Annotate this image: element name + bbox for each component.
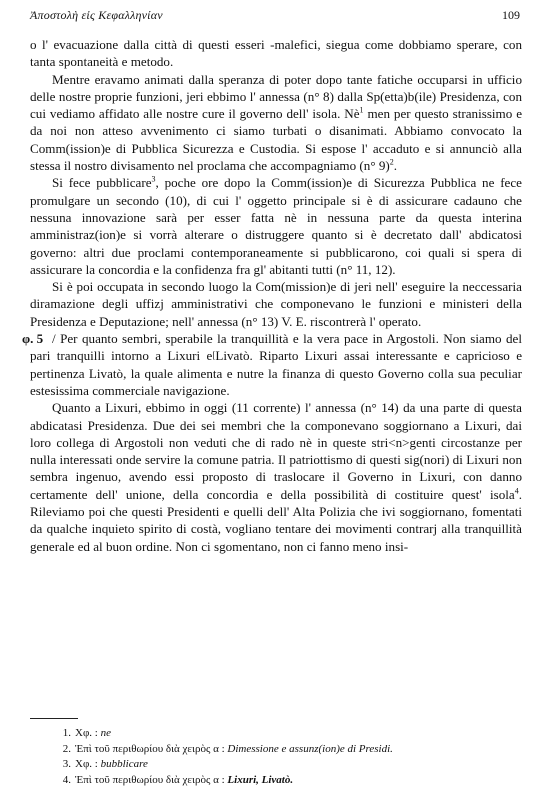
running-header bbox=[30, 8, 520, 26]
footnote-2 bbox=[55, 742, 525, 758]
footnote-text: bubblicare bbox=[100, 758, 148, 770]
paragraph-text: Si fece pubblicare bbox=[52, 175, 152, 191]
paragraph-text: Livatò. Riparto Lixuri assai interessante e capricioso e pertinenza Livatò, la quale alimenta e nutre la finanza di questo Governo colla sua peculiar estesissima commerciale navigazione. bbox=[30, 348, 523, 398]
header-title: Ἀποστολὴ εἰς Κεφαλληνίαν bbox=[30, 8, 163, 22]
footnote-text: Dimessione e assunz(ion)e di Presidi. bbox=[227, 742, 393, 755]
footnote-ref-4: 4 bbox=[514, 486, 519, 496]
editorial-mark: [ bbox=[212, 350, 216, 361]
footnote-prefix: Ἐπὶ τοῦ περιθωρίου διὰ χειρὸς α : bbox=[75, 773, 225, 786]
footnote-text: Lixuri, Livatò. bbox=[227, 773, 294, 786]
footnote-3 bbox=[55, 757, 525, 773]
footnote-divider bbox=[30, 718, 78, 719]
paragraph-2 bbox=[30, 71, 522, 175]
paragraph-text: . bbox=[393, 158, 398, 174]
footnote-prefix: Χφ. : bbox=[75, 758, 98, 770]
footnote-ref-1: 1 bbox=[359, 105, 364, 115]
footnote-number: 3. bbox=[62, 758, 71, 770]
footnote-prefix: Ἐπὶ τοῦ περιθωρίου διὰ χειρὸς α : bbox=[75, 742, 225, 755]
footnote-prefix: Χφ. : bbox=[75, 727, 98, 739]
paragraph-text: / Per quanto sembri, sperabile la tranquillità e la vera pace in Argostoli. Non siamo del pari tranquilli intorno a Lixuri e bbox=[30, 331, 522, 364]
marginal-folio-note: φ. 5 bbox=[22, 331, 44, 347]
paragraph-text: . Rileviamo poi che questi Presidenti e quelli dell' Alta Polizia che ivi soggiornano, fomentati da qualche inquieto spirito di costà, vogliano tentare dei movimenti contrarj alla tranquillità generale ed al buon ordine. Non ci sgomentano, non ci fanno meno insi- bbox=[30, 486, 522, 554]
footnotes bbox=[55, 726, 525, 788]
paragraph-6 bbox=[30, 399, 522, 555]
footnote-number: 1. bbox=[62, 727, 71, 739]
body-text bbox=[22, 36, 523, 555]
paragraph-text: , poche ore dopo la Comm(ission)e di Sicurezza Pubblica ne fece promulgare un secondo (10), di cui l' oggetto principale si è di assicurare cadauno che nessuna innovazione sarà per esser fatta nè in nessuna parte da questa interina amministraz(ion)e si vorrà alterare o distruggere quanto si è decretato dall' abdicatosi governo: altri due proclami contemporaneamente si pubblicarono, coi quali si spera di assicurare la concordia e la confidenza fra gl' abitanti tutti (n° 11, 12). bbox=[30, 175, 522, 277]
footnote-1 bbox=[55, 726, 525, 742]
footnote-number: 4. bbox=[62, 773, 71, 786]
paragraph-text: men per questo stranissimo e da noi non atteso avvenimento ci siamo turbati o disanimati. Abbiamo convocato la Comm(ission)e di Pubblica Sicurezza e Custodia. Si espose l' accaduto e si annunciò alla stessa il nostro divisamento nel proclama che accompagniamo (n° 9) bbox=[30, 106, 523, 174]
paragraph-text: Quanto a Lixuri, ebbimo in oggi (11 corrente) l' annessa (n° 14) da una parte di questa abdicatasi Presidenza. Due dei sei membri che la componevano soggiornano a Lixuri, dai loro collega di Argostoli non veduti che di rado nè in queste stri<n>genti circostanze per nulla interessati onde servire la comune patria. Il patriottismo di questi sig(nori) di Lixuri non sembra ingenuo, avendo essi proposto di traslocare il Governo in Lixuri, con danno certamente dell' unione, della concordia e della possibilità di costituire quest' isola bbox=[30, 400, 522, 502]
paragraph-text: Mentre eravamo animati dalla speranza di poter dopo tante fatiche occuparsi in ufficio delle nostre proprie funzioni, jeri ebbimo l' annessa (n° 8) dalla Sp(etta)b(ile) Presidenza, con cui vediamo affidato alle nostre cure il governo dell' isola. Nè bbox=[30, 71, 522, 122]
paragraph-text: Si è poi occupata in secondo luogo la Com(mission)e di jeri nell' eseguire la neccessaria diramazione degli uffizj amministrativi che componevano le funzioni e ministeri della Presidenza e Deputazione; nell' annessa (n° 13) V. E. riscontrerà l' operato. bbox=[30, 279, 522, 329]
footnote-ref-2: 2 bbox=[389, 157, 394, 167]
paragraph-4 bbox=[30, 278, 522, 330]
paragraph-5 bbox=[22, 330, 523, 399]
footnote-text: ne bbox=[100, 727, 111, 739]
footnote-4 bbox=[55, 773, 525, 789]
paragraph-text: o l' evacuazione dalla città di questi esseri -malefici, siegua come dobbiamo sperare, con tanta spontaneità e metodo. bbox=[30, 37, 522, 70]
page-number: 109 bbox=[502, 8, 520, 22]
paragraph-1 bbox=[30, 36, 522, 71]
paragraph-3 bbox=[30, 174, 522, 278]
footnote-ref-3: 3 bbox=[151, 175, 156, 185]
footnote-number: 2. bbox=[62, 742, 71, 755]
